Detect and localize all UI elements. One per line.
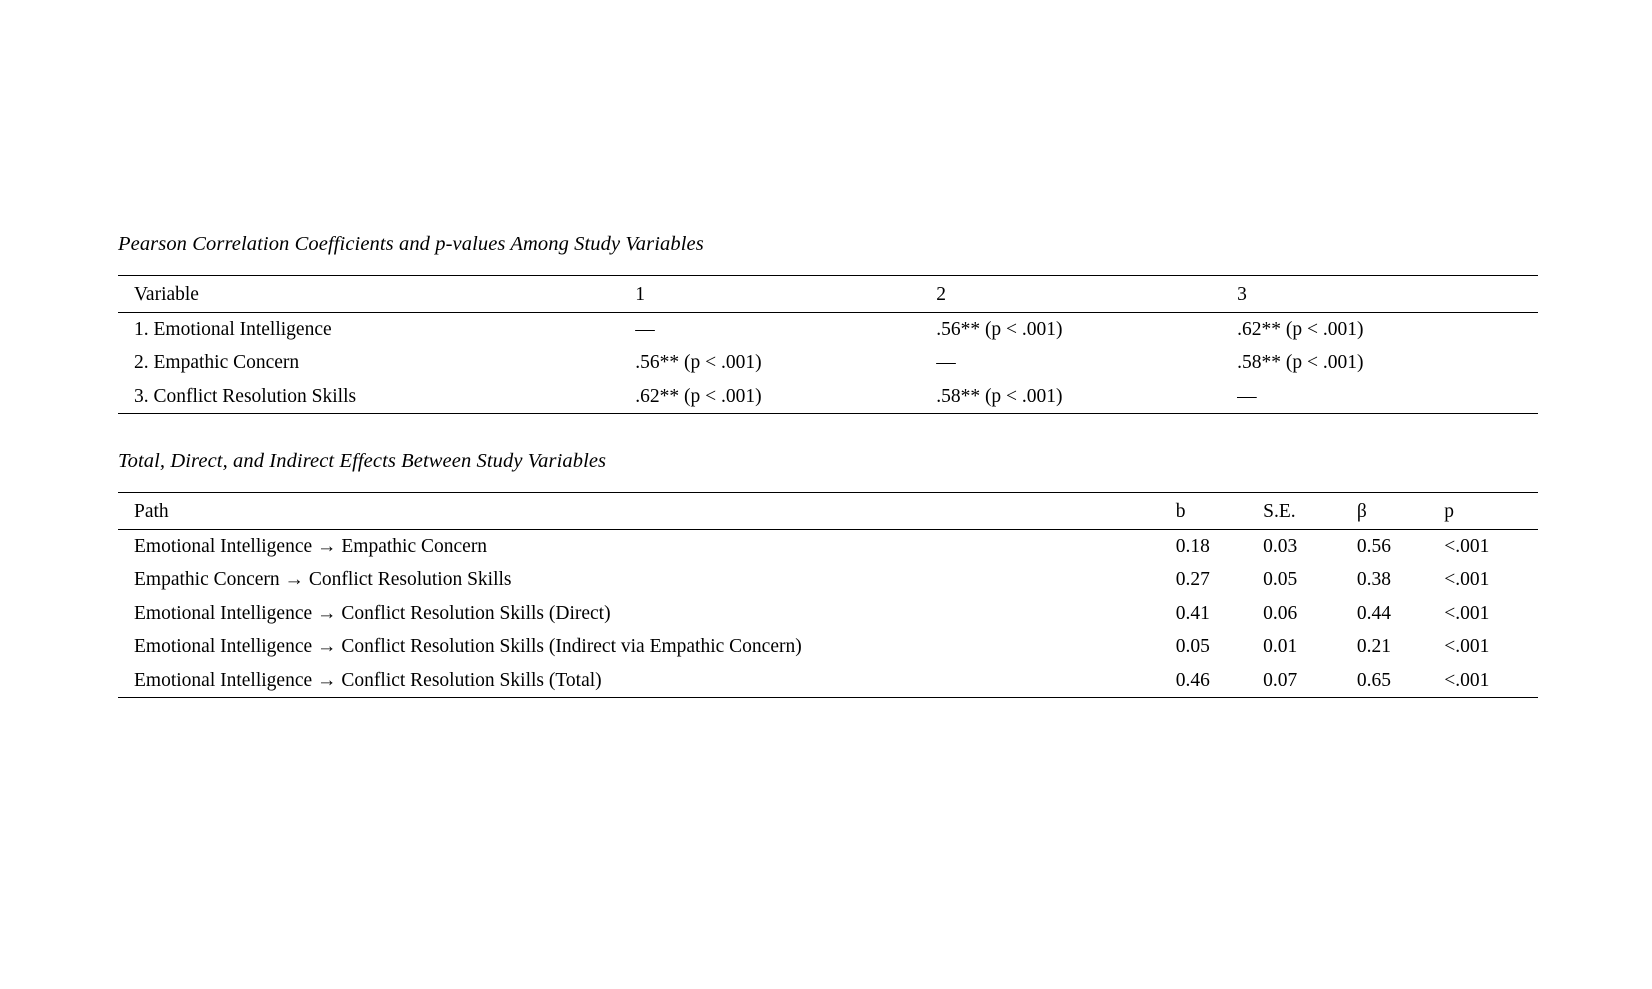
table-header-row xyxy=(118,275,1538,312)
column-header-beta: β xyxy=(1357,492,1444,529)
cell-p: <.001 xyxy=(1444,636,1490,658)
cell-b: 0.27 xyxy=(1175,569,1210,591)
cell-corr-2: — xyxy=(936,352,956,374)
cell-se: 0.05 xyxy=(1263,569,1298,591)
cell-corr-3: .58** (p < .001) xyxy=(1237,352,1364,374)
cell-beta: 0.38 xyxy=(1356,569,1391,591)
cell-beta: 0.65 xyxy=(1357,664,1444,698)
table-row xyxy=(118,664,1538,698)
cell-b: 0.18 xyxy=(1175,535,1210,557)
cell-beta: 0.21 xyxy=(1356,636,1391,658)
table-row xyxy=(118,597,1538,630)
cell-corr-3: .62** (p < .001) xyxy=(1237,318,1364,340)
table-row xyxy=(118,346,1538,379)
correlation-table-caption: Pearson Correlation Coefficients and p-values Among Study Variables xyxy=(118,233,704,255)
cell-variable: 3. Conflict Resolution Skills xyxy=(118,380,635,414)
cell-path: Emotional Intelligence → Empathic Concern xyxy=(134,535,488,557)
cell-p: <.001 xyxy=(1444,602,1490,624)
table-row xyxy=(118,312,1538,346)
cell-se: 0.07 xyxy=(1263,664,1357,698)
cell-p: <.001 xyxy=(1444,569,1490,591)
column-header-3: 3 xyxy=(1237,275,1538,312)
column-header-b: b xyxy=(1176,492,1263,529)
cell-corr-1: .56** (p < .001) xyxy=(635,352,762,374)
cell-corr-3: — xyxy=(1237,380,1538,414)
cell-se: 0.01 xyxy=(1263,636,1298,658)
cell-b: 0.05 xyxy=(1175,636,1210,658)
cell-b: 0.46 xyxy=(1176,664,1263,698)
effects-table-block xyxy=(118,449,1538,698)
column-header-path: Path xyxy=(118,492,1176,529)
correlation-table xyxy=(118,275,1538,415)
column-header-p: p xyxy=(1444,492,1538,529)
table-row xyxy=(118,380,1538,414)
column-header-variable: Variable xyxy=(118,275,635,312)
cell-p: <.001 xyxy=(1444,664,1538,698)
cell-beta: 0.44 xyxy=(1356,602,1391,624)
cell-variable: 1. Emotional Intelligence xyxy=(134,318,332,340)
cell-se: 0.06 xyxy=(1263,602,1298,624)
cell-beta: 0.56 xyxy=(1356,535,1391,557)
cell-corr-2: .56** (p < .001) xyxy=(936,318,1063,340)
correlation-table-block xyxy=(118,232,1538,414)
column-header-2: 2 xyxy=(936,275,1237,312)
table-row xyxy=(118,529,1538,563)
table-row xyxy=(118,630,1538,663)
column-header-1: 1 xyxy=(635,275,936,312)
table-row xyxy=(118,563,1538,596)
column-header-se: S.E. xyxy=(1263,492,1357,529)
cell-p: <.001 xyxy=(1444,535,1490,557)
cell-corr-1: — xyxy=(635,318,655,340)
cell-path: Emotional Intelligence → Conflict Resolution Skills (Total) xyxy=(118,664,1176,698)
cell-b: 0.41 xyxy=(1175,602,1210,624)
cell-variable: 2. Empathic Concern xyxy=(134,352,300,374)
effects-table xyxy=(118,492,1538,698)
cell-path: Emotional Intelligence → Conflict Resolution Skills (Indirect via Empathic Concern) xyxy=(134,636,802,658)
cell-se: 0.03 xyxy=(1263,535,1298,557)
cell-corr-2: .58** (p < .001) xyxy=(936,380,1237,414)
effects-table-caption: Total, Direct, and Indirect Effects Between Study Variables xyxy=(118,450,607,472)
cell-path: Emotional Intelligence → Conflict Resolution Skills (Direct) xyxy=(134,602,611,624)
table-header-row xyxy=(118,492,1538,529)
cell-path: Empathic Concern → Conflict Resolution Skills xyxy=(134,569,512,591)
cell-corr-1: .62** (p < .001) xyxy=(635,380,936,414)
